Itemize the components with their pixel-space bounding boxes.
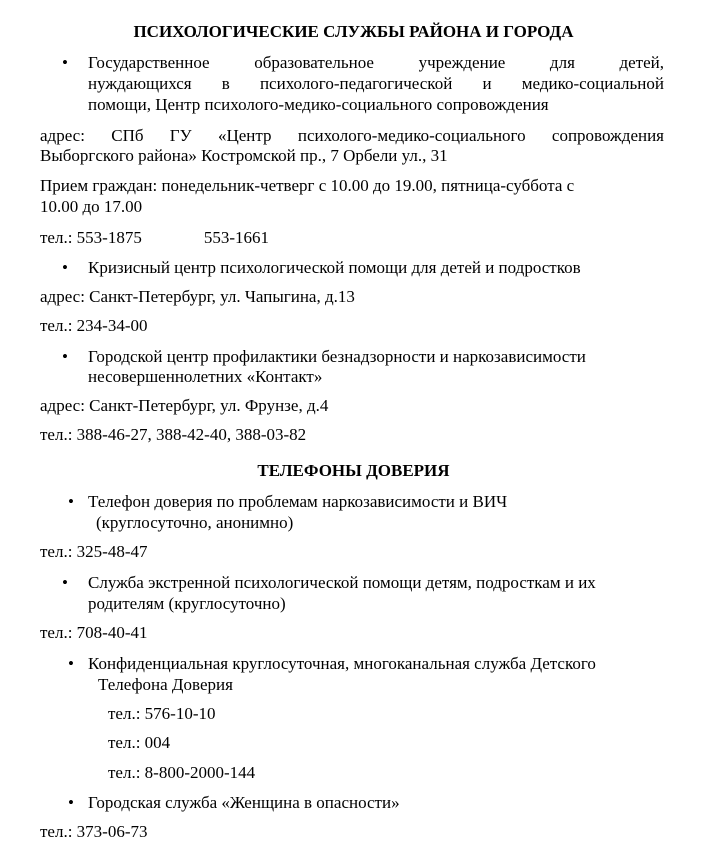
emergency-help-phone: тел.: 708-40-41 bbox=[40, 623, 148, 642]
women-service-phone: тел.: 373-06-73 bbox=[40, 822, 148, 841]
center-address-line-1: адрес: СПб ГУ «Центр психолого-медико-социального сопровождения bbox=[40, 126, 664, 145]
kontakt-phone: тел.: 388-46-27, 388-42-40, 388-03-82 bbox=[40, 425, 307, 444]
children-hotline-name-line-2: Телефона Доверия bbox=[98, 675, 233, 694]
bullet-marker: • bbox=[62, 53, 68, 72]
children-hotline-phone-1: тел.: 576-10-10 bbox=[108, 704, 216, 723]
women-service-name: Городская служба «Женщина в опасности» bbox=[88, 793, 400, 812]
hotlines-heading: ТЕЛЕФОНЫ ДОВЕРИЯ bbox=[257, 461, 450, 480]
bullet-marker: • bbox=[62, 573, 68, 592]
center-hours-line-1: Прием граждан: понедельник-четверг с 10.00 до 19.00, пятница-суббота с bbox=[40, 176, 575, 195]
crisis-center-phone: тел.: 234-34-00 bbox=[40, 316, 148, 335]
bullet-marker: • bbox=[62, 347, 68, 366]
psych-services-heading: ПСИХОЛОГИЧЕСКИЕ СЛУЖБЫ РАЙОНА И ГОРОДА bbox=[133, 22, 574, 41]
center-name-line-1: Государственное образовательное учреждение для детей, bbox=[88, 53, 664, 72]
kontakt-name-line-2: несовершеннолетних «Контакт» bbox=[88, 367, 323, 386]
children-hotline-name-line-1: Конфиденциальная круглосуточная, многоканальная служба Детского bbox=[88, 654, 596, 673]
crisis-center-name: Кризисный центр психологической помощи для детей и подростков bbox=[88, 258, 581, 277]
center-phone bbox=[40, 228, 269, 248]
emergency-help-name-line-2: родителям (круглосуточно) bbox=[88, 594, 286, 613]
emergency-help-name-line-1: Служба экстренной психологической помощи детям, подросткам и их bbox=[88, 573, 596, 592]
center-address-line-2: Выборгского района» Костромской пр., 7 Орбели ул., 31 bbox=[40, 146, 448, 165]
bullet-marker: • bbox=[68, 654, 74, 673]
kontakt-name-line-1: Городской центр профилактики безнадзорности и наркозависимости bbox=[88, 347, 586, 366]
center-hours-line-2: 10.00 до 17.00 bbox=[40, 197, 143, 216]
children-hotline-phone-3: тел.: 8-800-2000-144 bbox=[108, 763, 256, 782]
hiv-hotline-phone: тел.: 325-48-47 bbox=[40, 542, 148, 561]
center-phone-2: 553-1661 bbox=[203, 228, 270, 247]
bullet-marker: • bbox=[62, 258, 68, 277]
bullet-marker: • bbox=[68, 492, 74, 511]
center-name-line-3: помощи, Центр психолого-медико-социального сопровождения bbox=[88, 95, 549, 114]
hiv-hotline-name-line-2: (круглосуточно, анонимно) bbox=[96, 513, 294, 532]
bullet-marker: • bbox=[68, 793, 74, 812]
children-hotline-phone-2: тел.: 004 bbox=[108, 733, 171, 752]
center-name-line-2: нуждающихся в психолого-педагогической и медико-социальной bbox=[88, 74, 664, 93]
center-phone-1: тел.: 553-1875 bbox=[40, 228, 142, 247]
crisis-center-address: адрес: Санкт-Петербург, ул. Чапыгина, д.13 bbox=[40, 287, 355, 306]
kontakt-address: адрес: Санкт-Петербург, ул. Фрунзе, д.4 bbox=[40, 396, 329, 415]
hiv-hotline-name-line-1: Телефон доверия по проблемам наркозависимости и ВИЧ bbox=[88, 492, 508, 511]
